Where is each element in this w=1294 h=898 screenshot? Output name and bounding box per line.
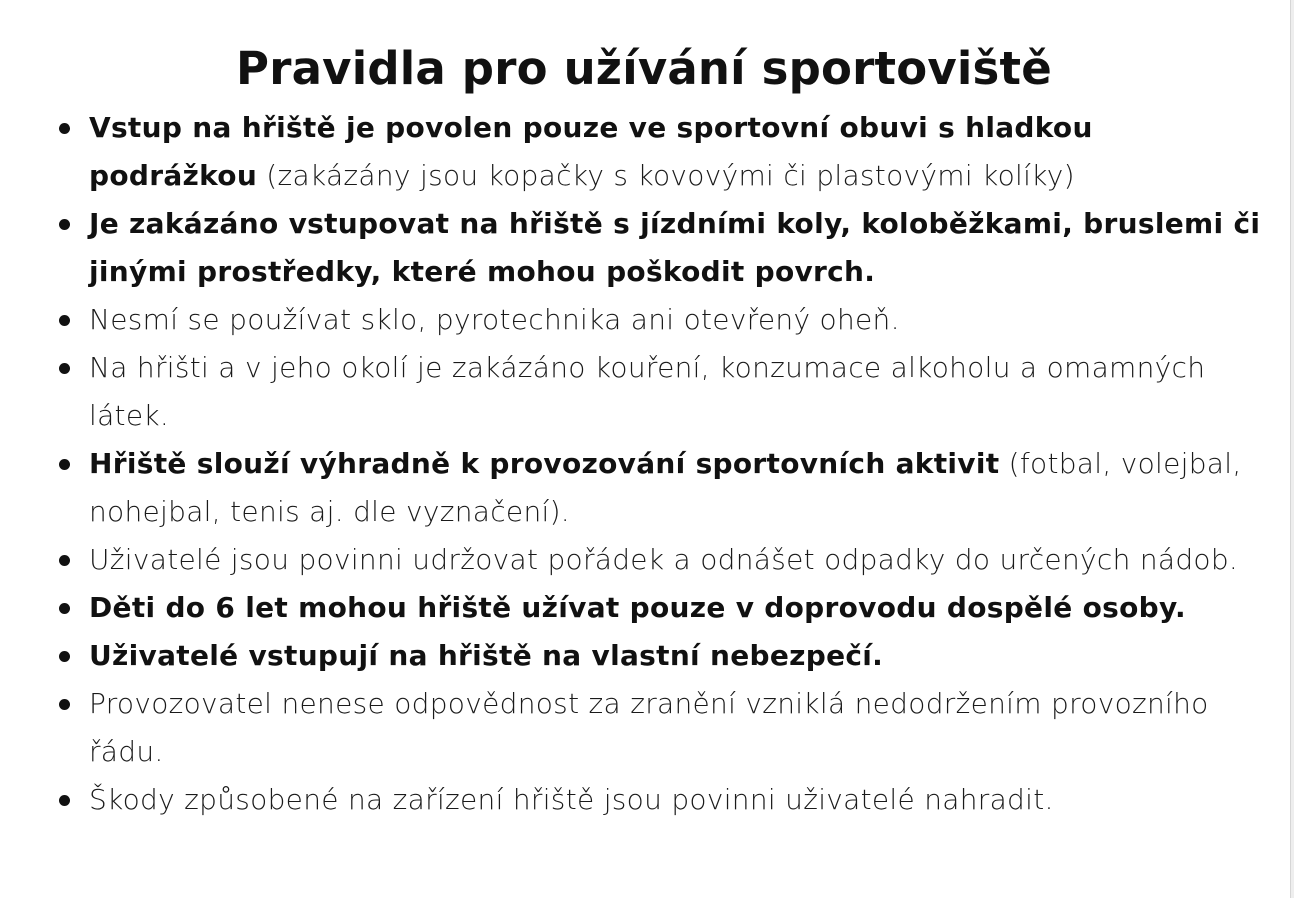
- rule-bold-text: Vstup na hřiště je povolen pouze ve sportovní obuvi s hladkou podrážkou: [89, 111, 1093, 192]
- rule-normal-text: Nesmí se používat sklo, pyrotechnika ani otevřený oheň.: [89, 303, 900, 336]
- rule-bold-text: Děti do 6 let mohou hřiště užívat pouze v doprovodu dospělé osoby.: [89, 591, 1186, 624]
- rule-normal-text: (fotbal, volejbal, nohejbal, tenis aj. dle vyznačení).: [89, 447, 1242, 528]
- rule-item-1: [89, 104, 1264, 200]
- rule-bold-text: Uživatelé vstupují na hřiště na vlastní nebezpečí.: [89, 639, 884, 672]
- rule-bold-text: Hřiště slouží výhradně k provozování sportovních aktivit: [89, 447, 1000, 480]
- rule-item-6: [89, 536, 1264, 584]
- page-edge-divider: [1290, 0, 1294, 898]
- rule-normal-text: (zakázány jsou kopačky s kovovými či plastovými kolíky): [257, 159, 1075, 192]
- rule-item-8: [89, 632, 1264, 680]
- rule-item-5: [89, 440, 1264, 536]
- rule-item-9: [89, 680, 1264, 776]
- rules-list: [89, 104, 1264, 824]
- rule-normal-text: Na hřišti a v jeho okolí je zakázáno kouření, konzumace alkoholu a omamných látek.: [89, 351, 1206, 432]
- rule-item-10: [89, 776, 1264, 824]
- rule-item-2: [89, 200, 1264, 296]
- page-title: Pravidla pro užívání sportoviště: [236, 42, 1052, 95]
- rule-normal-text: Uživatelé jsou povinni udržovat pořádek a odnášet odpadky do určených nádob.: [89, 543, 1239, 576]
- rule-item-4: [89, 344, 1264, 440]
- rule-normal-text: Provozovatel nenese odpovědnost za zranění vzniklá nedodržením provozního řádu.: [89, 687, 1209, 768]
- rule-item-7: [89, 584, 1264, 632]
- rule-item-3: [89, 296, 1264, 344]
- rule-normal-text: Škody způsobené na zařízení hřiště jsou povinni uživatelé nahradit.: [89, 783, 1054, 816]
- rule-bold-text: Je zakázáno vstupovat na hřiště s jízdními koly, koloběžkami, bruslemi či jinými prostředky, které mohou poškodit povrch.: [89, 207, 1261, 288]
